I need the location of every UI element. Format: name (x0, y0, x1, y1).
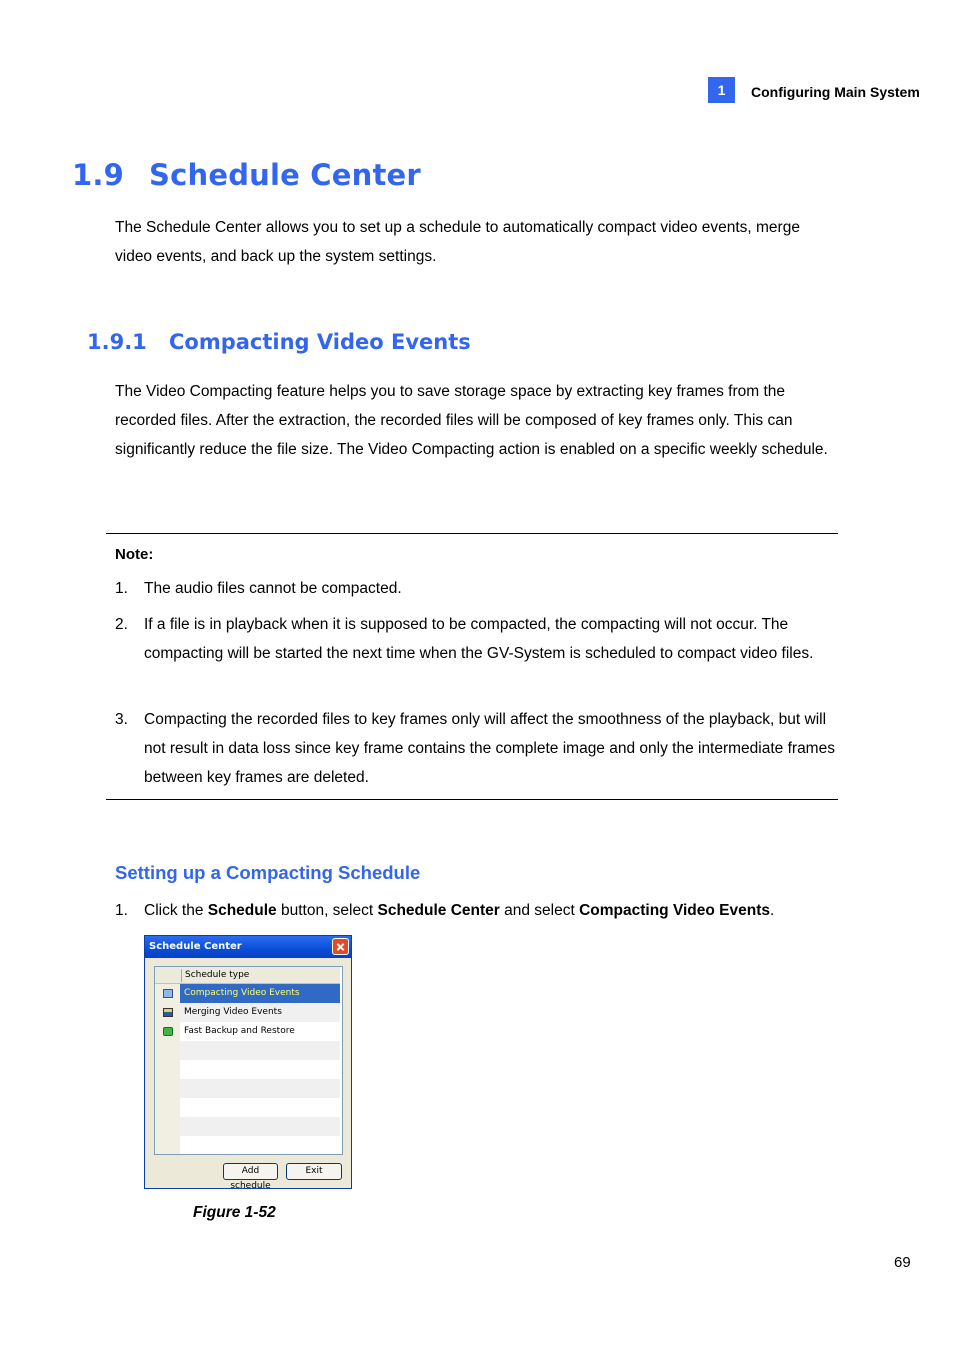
section-number: 1.9 (72, 158, 124, 192)
procedure-step-1 (115, 896, 774, 925)
step-number: 1. (115, 902, 128, 919)
list-item-merging-video-events[interactable] (155, 1003, 340, 1022)
list-header[interactable] (155, 967, 340, 984)
list-item-empty (155, 1136, 340, 1155)
icon-cell (155, 1098, 180, 1117)
backup-icon (163, 1027, 173, 1036)
note-item-text: Compacting the recorded files to key frames only will affect the smoothness of the playback, but will not result in data loss since key frame contains the complete image and only the intermediate frames between key frames are deleted. (144, 711, 835, 786)
note-item-2 (115, 610, 837, 668)
list-item-empty (155, 1117, 340, 1136)
figure-caption: Figure 1-52 (193, 1204, 276, 1221)
chapter-number-badge: 1 (708, 77, 735, 103)
schedule-type-list[interactable] (154, 966, 343, 1155)
step-text-part: Click the (144, 902, 208, 919)
note-label: Note: (115, 546, 154, 563)
step-bold-schedule: Schedule (207, 902, 277, 919)
list-item-compacting-video-events[interactable] (155, 984, 340, 1003)
column-separator (181, 969, 182, 982)
list-item-label: Fast Backup and Restore (184, 1026, 295, 1036)
exit-button[interactable]: Exit (286, 1163, 342, 1180)
text-cell (180, 1117, 340, 1136)
text-cell (180, 1098, 340, 1117)
compact-icon (163, 989, 173, 998)
list-item-fast-backup-and-restore[interactable] (155, 1022, 340, 1041)
icon-cell (155, 1060, 180, 1079)
merge-icon (163, 1008, 173, 1017)
text-cell (180, 1041, 340, 1060)
column-header-schedule-type[interactable]: Schedule type (185, 970, 250, 980)
icon-cell (155, 1136, 180, 1155)
text-cell (180, 1136, 340, 1155)
list-item-empty (155, 1079, 340, 1098)
note-top-rule (106, 533, 838, 534)
note-item-text: If a file is in playback when it is supposed to be compacted, the compacting will not occur. The compacting will be started the next time when the GV-System is scheduled to compact video files. (144, 616, 814, 662)
list-item-empty (155, 1060, 340, 1079)
list-item-label: Merging Video Events (184, 1007, 282, 1017)
step-text-part: and select (499, 902, 580, 919)
note-item-number: 2. (115, 616, 128, 633)
icon-cell (155, 1079, 180, 1098)
step-text-part: . (770, 902, 775, 919)
step-text (144, 896, 774, 925)
list-item-empty (155, 1041, 340, 1060)
page-number: 69 (894, 1254, 911, 1271)
dialog-title: Schedule Center (149, 941, 242, 952)
note-item-text: The audio files cannot be compacted. (144, 580, 402, 597)
step-bold-schedule-center: Schedule Center (377, 902, 500, 919)
note-item-number: 3. (115, 711, 128, 728)
step-text-part: button, select (276, 902, 378, 919)
section-title: Schedule Center (149, 158, 421, 192)
chapter-title: Configuring Main System (751, 84, 920, 100)
section-heading (72, 158, 421, 192)
text-cell (180, 1079, 340, 1098)
step-bold-compacting: Compacting Video Events (579, 902, 770, 919)
subsection-number: 1.9.1 (87, 330, 147, 354)
schedule-center-dialog (144, 935, 352, 1189)
list-rows (155, 984, 340, 1155)
icon-cell (155, 1041, 180, 1060)
note-item-3 (115, 705, 837, 792)
note-bottom-rule (106, 799, 838, 800)
close-icon[interactable] (332, 938, 349, 955)
note-item-number: 1. (115, 580, 128, 597)
list-item-empty (155, 1098, 340, 1117)
note-item-1 (115, 574, 837, 603)
list-item-label: Compacting Video Events (184, 988, 300, 998)
subsection-title: Compacting Video Events (169, 330, 471, 354)
icon-cell (155, 1117, 180, 1136)
dialog-title-bar[interactable] (145, 936, 351, 958)
subsection-body: The Video Compacting feature helps you to save storage space by extracting key frames from the recorded files. After the extraction, the recorded files will be composed of key frames only. This can significantly reduce the file size. The Video Compacting action is enabled on a specific weekly schedule. (115, 383, 828, 458)
subsection-heading (87, 330, 471, 354)
section-intro: The Schedule Center allows you to set up a schedule to automatically compact video events, merge video events, and back up the system settings. (115, 219, 800, 265)
add-schedule-button[interactable]: Add schedule (223, 1163, 278, 1180)
text-cell (180, 1060, 340, 1079)
procedure-heading: Setting up a Compacting Schedule (115, 862, 421, 883)
